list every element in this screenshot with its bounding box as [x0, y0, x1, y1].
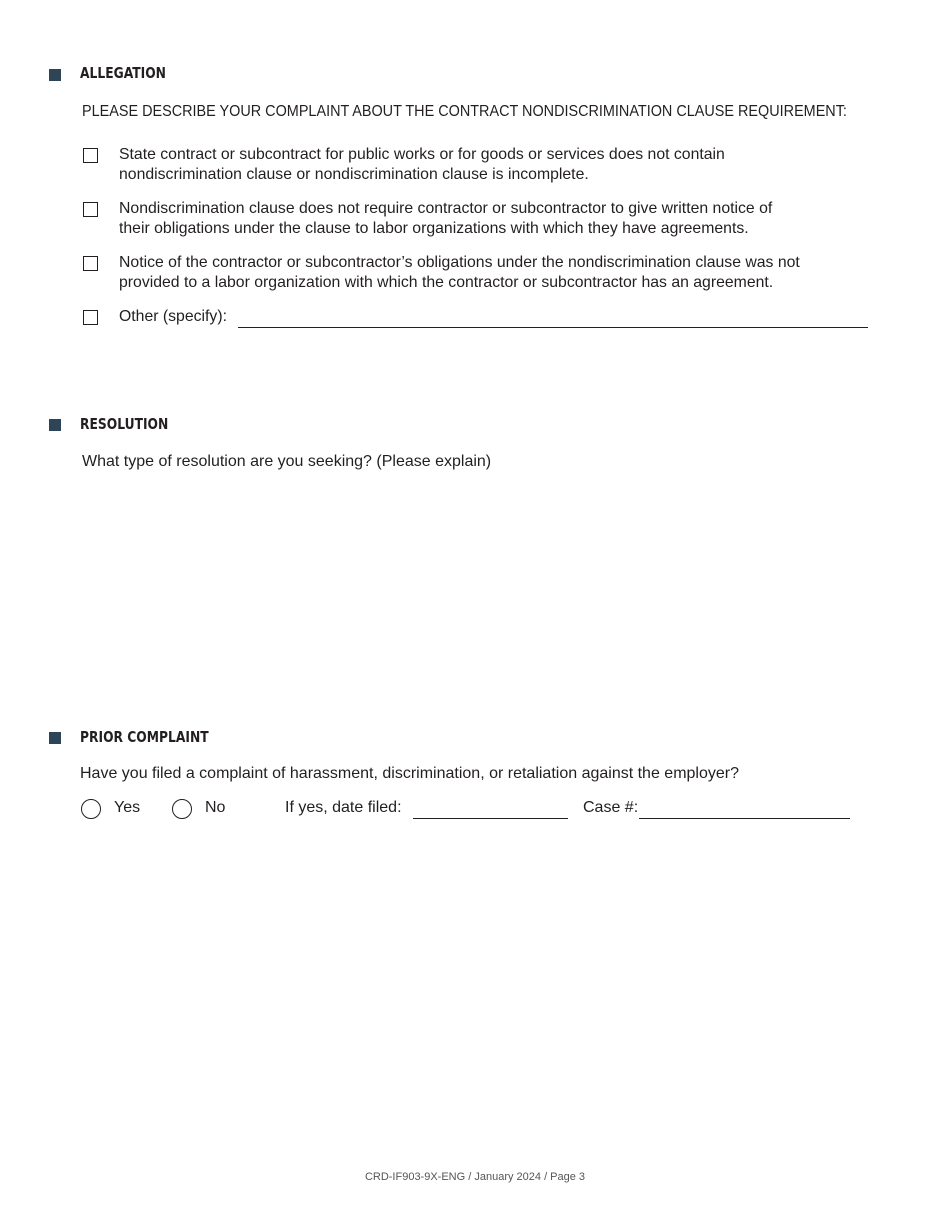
allegation-marker-icon	[49, 69, 61, 81]
date-filed-input[interactable]	[413, 800, 568, 819]
allegation-option-2-checkbox[interactable]	[83, 202, 98, 217]
resolution-marker-icon	[49, 419, 61, 431]
allegation-option-1-line2: nondiscrimination clause or nondiscrimination clause is incomplete.	[119, 166, 589, 183]
case-number-label: Case #:	[583, 799, 639, 816]
allegation-option-2-line1: Nondiscrimination clause does not require contractor or subcontractor to give written notice of	[119, 200, 773, 217]
case-number-input[interactable]	[639, 800, 850, 819]
allegation-option-3-label	[119, 253, 879, 293]
allegation-option-1-line1: State contract or subcontract for public works or for goods or services does not contain	[119, 146, 725, 163]
allegation-option-3-checkbox[interactable]	[83, 256, 98, 271]
allegation-other-label: Other (specify):	[119, 308, 227, 325]
allegation-option-3-line1: Notice of the contractor or subcontractor’s obligations under the nondiscrimination clause was not	[119, 254, 800, 271]
prior-complaint-yes-label: Yes	[114, 799, 141, 816]
prior-complaint-yes-radio[interactable]	[81, 799, 101, 819]
resolution-text-area[interactable]	[82, 480, 872, 704]
allegation-option-2-label	[119, 199, 879, 239]
prior-complaint-no-radio[interactable]	[172, 799, 192, 819]
allegation-title: ALLEGATION	[80, 64, 166, 82]
allegation-other-checkbox[interactable]	[83, 310, 98, 325]
resolution-title: RESOLUTION	[80, 415, 169, 433]
allegation-other-input[interactable]	[238, 309, 868, 328]
allegation-option-2-line2: their obligations under the clause to labor organizations with which they have agreements.	[119, 220, 749, 237]
prior-complaint-title: PRIOR COMPLAINT	[80, 728, 209, 746]
resolution-prompt: What type of resolution are you seeking? (Please explain)	[82, 453, 492, 470]
allegation-option-1-checkbox[interactable]	[83, 148, 98, 163]
allegation-option-3-line2: provided to a labor organization with which the contractor or subcontractor has an agreement.	[119, 274, 774, 291]
prior-complaint-marker-icon	[49, 732, 61, 744]
allegation-prompt: PLEASE DESCRIBE YOUR COMPLAINT ABOUT THE CONTRACT NONDISCRIMINATION CLAUSE REQUIREMENT:	[82, 103, 847, 120]
page-footer: CRD-IF903-9X-ENG / January 2024 / Page 3	[364, 1171, 586, 1183]
prior-complaint-question: Have you filed a complaint of harassment, discrimination, or retaliation against the employer?	[80, 765, 739, 782]
allegation-option-1-label	[119, 145, 879, 185]
date-filed-label: If yes, date filed:	[285, 799, 402, 816]
prior-complaint-no-label: No	[205, 799, 226, 816]
